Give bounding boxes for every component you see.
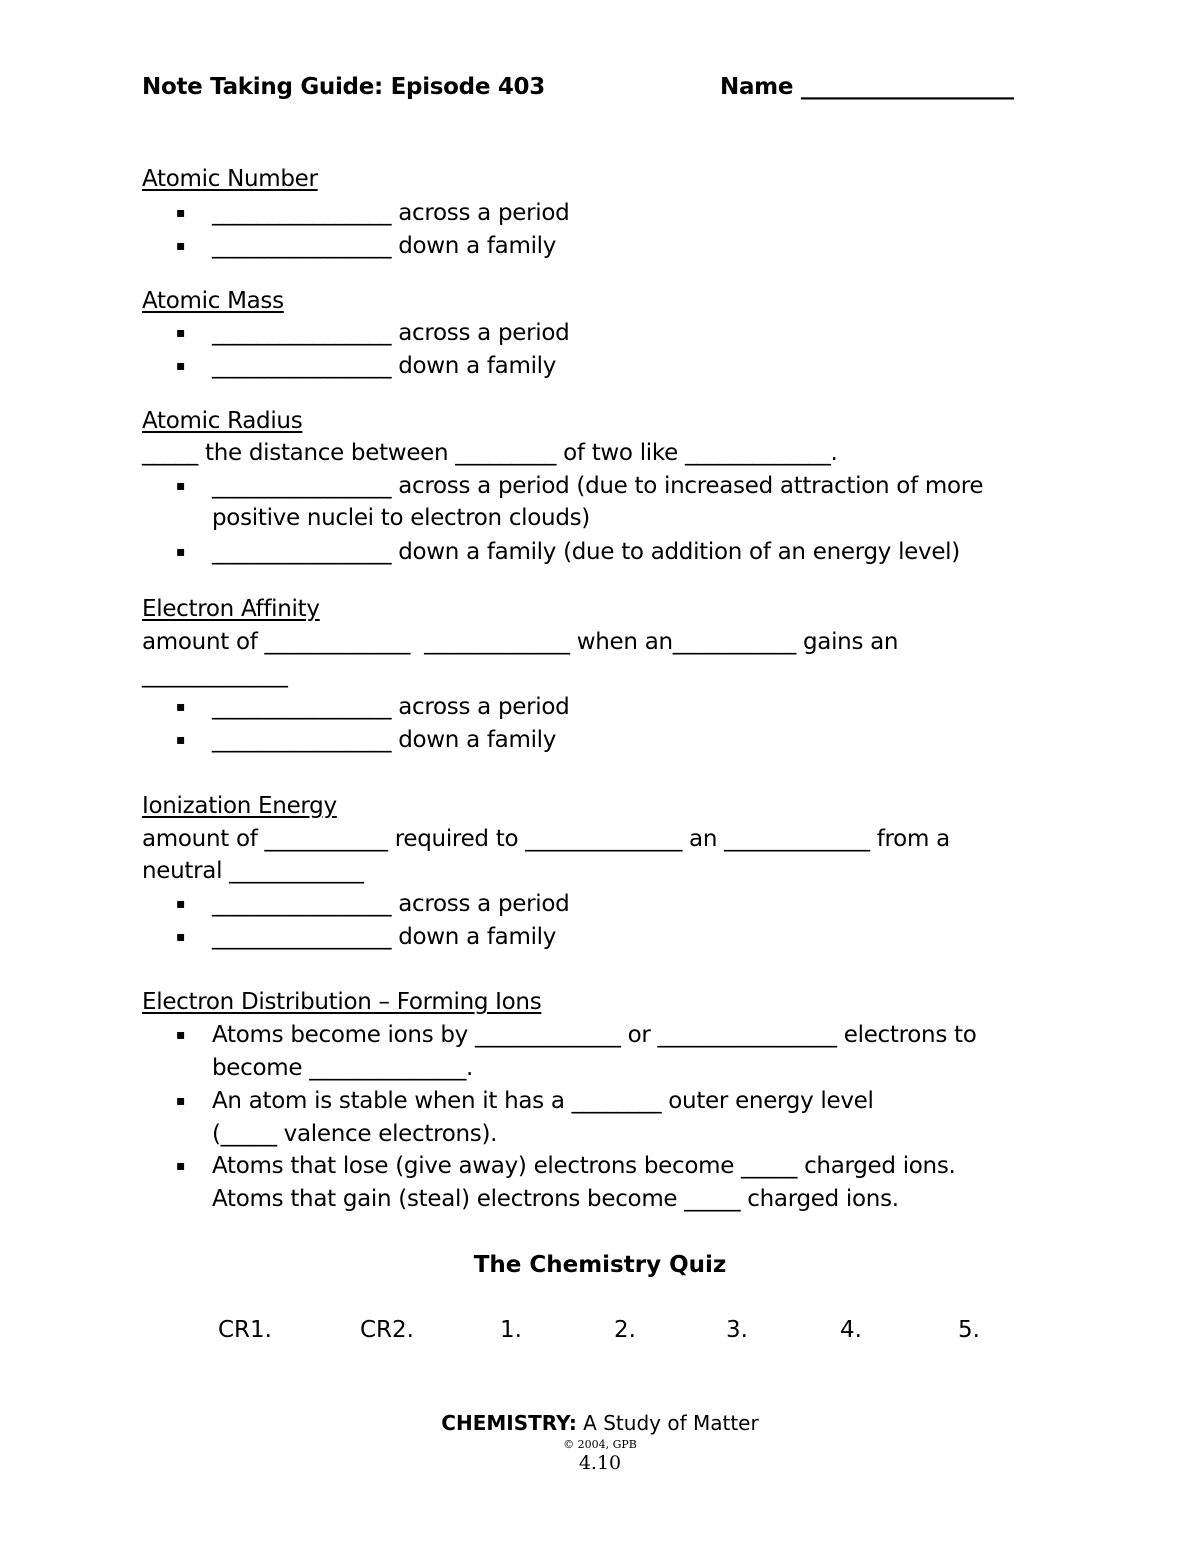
bullet-icon: ▪	[176, 478, 186, 494]
page-number: 4.10	[578, 1452, 622, 1474]
quiz-title: The Chemistry Quiz	[473, 1252, 727, 1278]
bullet-icon: ▪	[176, 699, 186, 715]
electron-distribution-heading: Electron Distribution – Forming Ions	[142, 989, 542, 1015]
footer-copyright: © 2004, GPB	[563, 1438, 637, 1451]
atomic-number-bullet-1: ________________ across a period	[212, 200, 570, 226]
electron-affinity-bullet-2: ________________ down a family	[212, 727, 557, 753]
electron-affinity-definition: amount of _____________ _____________ when an___________ gains an	[142, 629, 899, 655]
atomic-mass-bullet-1: ________________ across a period	[212, 320, 570, 346]
bullet-icon: ▪	[176, 544, 186, 560]
ionization-energy-bullet-2: ________________ down a family	[212, 924, 557, 950]
atomic-number-bullet-2: ________________ down a family	[212, 233, 557, 259]
footer-brand: CHEMISTRY:	[441, 1411, 577, 1435]
bullet-icon: ▪	[176, 1158, 186, 1174]
electron-affinity-heading: Electron Affinity	[142, 596, 320, 622]
bullet-icon: ▪	[176, 1093, 186, 1109]
bullet-icon: ▪	[176, 929, 186, 945]
electron-distribution-line-3: An atom is stable when it has a ________ outer energy level	[212, 1088, 874, 1114]
ionization-energy-definition-cont: neutral ____________	[142, 858, 364, 884]
ionization-energy-definition: amount of ___________ required to ______________ an _____________ from a	[142, 826, 950, 852]
atomic-radius-definition: _____ the distance between _________ of two like _____________.	[142, 440, 838, 466]
footer-title	[0, 1409, 1200, 1437]
electron-distribution-line-4: (_____ valence electrons).	[212, 1121, 498, 1147]
electron-affinity-bullet-1: ________________ across a period	[212, 694, 570, 720]
atomic-radius-bullet-1: ________________ across a period (due to increased attraction of more	[212, 473, 984, 499]
atomic-mass-bullet-2: ________________ down a family	[212, 353, 557, 379]
bullet-icon: ▪	[176, 325, 186, 341]
electron-distribution-line-5: Atoms that lose (give away) electrons become _____ charged ions.	[212, 1153, 956, 1179]
quiz-item-4: 4.	[840, 1317, 862, 1343]
quiz-item-2: 2.	[614, 1317, 636, 1343]
quiz-item-1: 1.	[500, 1317, 522, 1343]
bullet-icon: ▪	[176, 205, 186, 221]
quiz-item-cr1: CR1.	[218, 1317, 272, 1343]
atomic-radius-heading: Atomic Radius	[142, 408, 303, 434]
quiz-item-3: 3.	[726, 1317, 748, 1343]
electron-affinity-definition-cont: _____________	[142, 662, 288, 688]
bullet-icon: ▪	[176, 358, 186, 374]
bullet-icon: ▪	[176, 896, 186, 912]
atomic-radius-bullet-1-cont: positive nuclei to electron clouds)	[212, 505, 590, 531]
bullet-icon: ▪	[176, 1027, 186, 1043]
page-title: Note Taking Guide: Episode 403	[142, 74, 545, 100]
electron-distribution-line-1: Atoms become ions by _____________ or ________________ electrons to	[212, 1022, 977, 1048]
atomic-mass-heading: Atomic Mass	[142, 288, 284, 314]
ionization-energy-bullet-1: ________________ across a period	[212, 891, 570, 917]
ionization-energy-heading: Ionization Energy	[142, 793, 337, 819]
name-field: Name ___________________	[720, 74, 1014, 100]
footer-subtitle: A Study of Matter	[576, 1411, 759, 1435]
electron-distribution-line-6: Atoms that gain (steal) electrons become _____ charged ions.	[212, 1186, 899, 1212]
quiz-item-cr2: CR2.	[360, 1317, 414, 1343]
bullet-icon: ▪	[176, 238, 186, 254]
electron-distribution-line-2: become ______________.	[212, 1055, 474, 1081]
atomic-number-heading: Atomic Number	[142, 166, 318, 192]
bullet-icon: ▪	[176, 732, 186, 748]
atomic-radius-bullet-2: ________________ down a family (due to addition of an energy level)	[212, 539, 960, 565]
quiz-item-5: 5.	[958, 1317, 980, 1343]
